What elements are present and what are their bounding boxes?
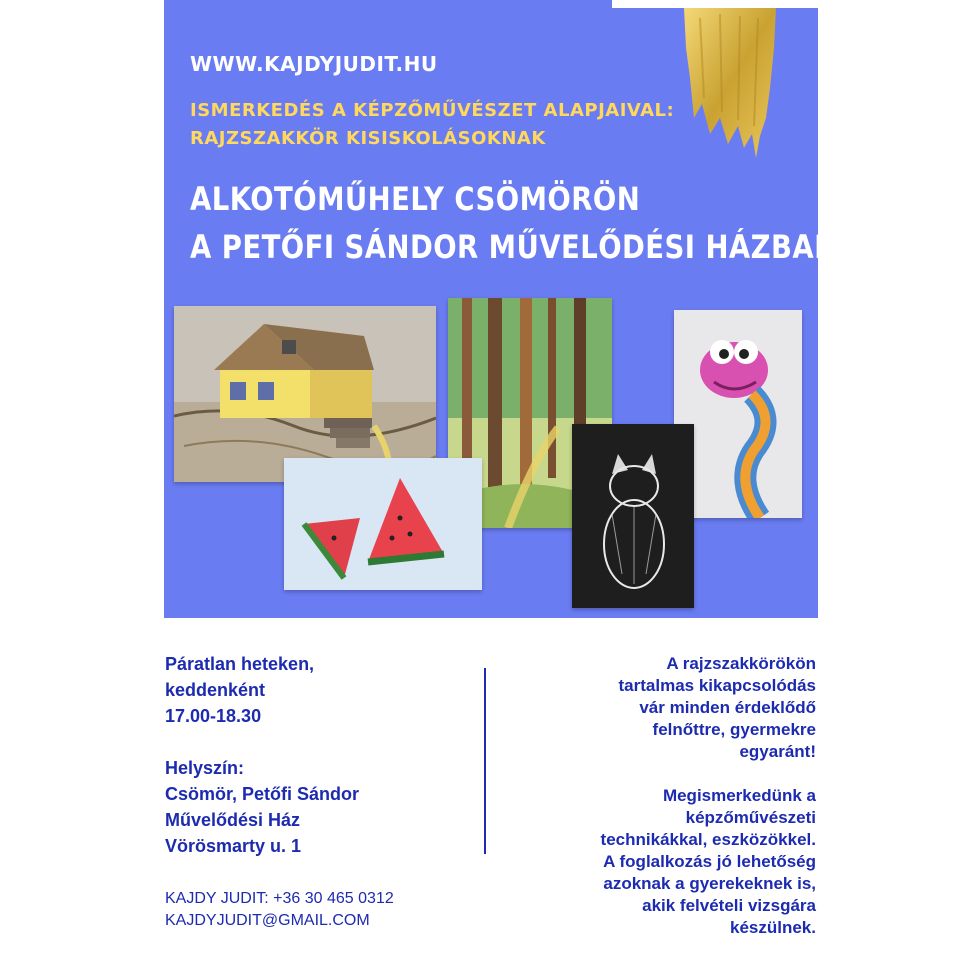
website-url[interactable]: WWW.KAJDYJUDIT.HU bbox=[190, 52, 438, 76]
description-line: A foglalkozás jó lehetőség bbox=[603, 852, 816, 871]
vertical-divider bbox=[484, 668, 486, 854]
page-title-line-1: ALKOTÓMŰHELY CSÖMÖRÖN bbox=[190, 180, 641, 218]
description-line: vár minden érdeklődő bbox=[639, 698, 816, 717]
gold-paint-stroke bbox=[680, 8, 780, 158]
location-line-3: Vörösmarty u. 1 bbox=[165, 836, 302, 856]
description-line: felnőttre, gyermekre bbox=[652, 720, 816, 739]
location-line-2: Művelődési Ház bbox=[165, 810, 301, 830]
house-drawing bbox=[174, 306, 436, 482]
description-line: képzőművészeti bbox=[685, 808, 816, 827]
page-title-line-2: A PETŐFI SÁNDOR MŰVELŐDÉSI HÁZBAN bbox=[190, 228, 838, 266]
description-paragraph-1 bbox=[516, 653, 816, 763]
schedule-and-location bbox=[165, 651, 359, 859]
subtitle-line-1: ISMERKEDÉS A KÉPZŐMŰVÉSZET ALAPJAIVAL: bbox=[190, 100, 675, 121]
description-block bbox=[516, 653, 816, 939]
description-line: készülnek. bbox=[730, 918, 816, 937]
description-line: tartalmas kikapcsolódás bbox=[618, 676, 816, 695]
schedule-time: 17.00-18.30 bbox=[165, 706, 262, 726]
location-label: Helyszín: bbox=[165, 758, 245, 778]
location-line-1: Csömör, Petőfi Sándor bbox=[165, 784, 360, 804]
subtitle-line-2: RAJZSZAKKÖR KISISKOLÁSOKNAK bbox=[190, 128, 546, 149]
schedule-line-1: Páratlan heteken, bbox=[165, 654, 315, 674]
watermelon-drawing bbox=[284, 458, 482, 590]
description-line: A rajzszakkörökön bbox=[666, 654, 816, 673]
description-line: technikákkal, eszközökkel. bbox=[600, 830, 816, 849]
cat-drawing bbox=[572, 424, 694, 608]
contact-block bbox=[165, 888, 394, 932]
header-notch bbox=[612, 0, 818, 8]
description-paragraph-2 bbox=[516, 785, 816, 939]
description-line: azoknak a gyerekeknek is, bbox=[603, 874, 816, 893]
schedule-line-2: keddenként bbox=[165, 680, 266, 700]
contact-phone[interactable]: KAJDY JUDIT: +36 30 465 0312 bbox=[165, 890, 394, 907]
description-line: egyaránt! bbox=[739, 742, 816, 761]
description-line: akik felvételi vizsgára bbox=[642, 896, 816, 915]
description-line: Megismerkedünk a bbox=[662, 786, 816, 805]
contact-email[interactable]: KAJDYJUDIT@GMAIL.COM bbox=[165, 912, 370, 929]
